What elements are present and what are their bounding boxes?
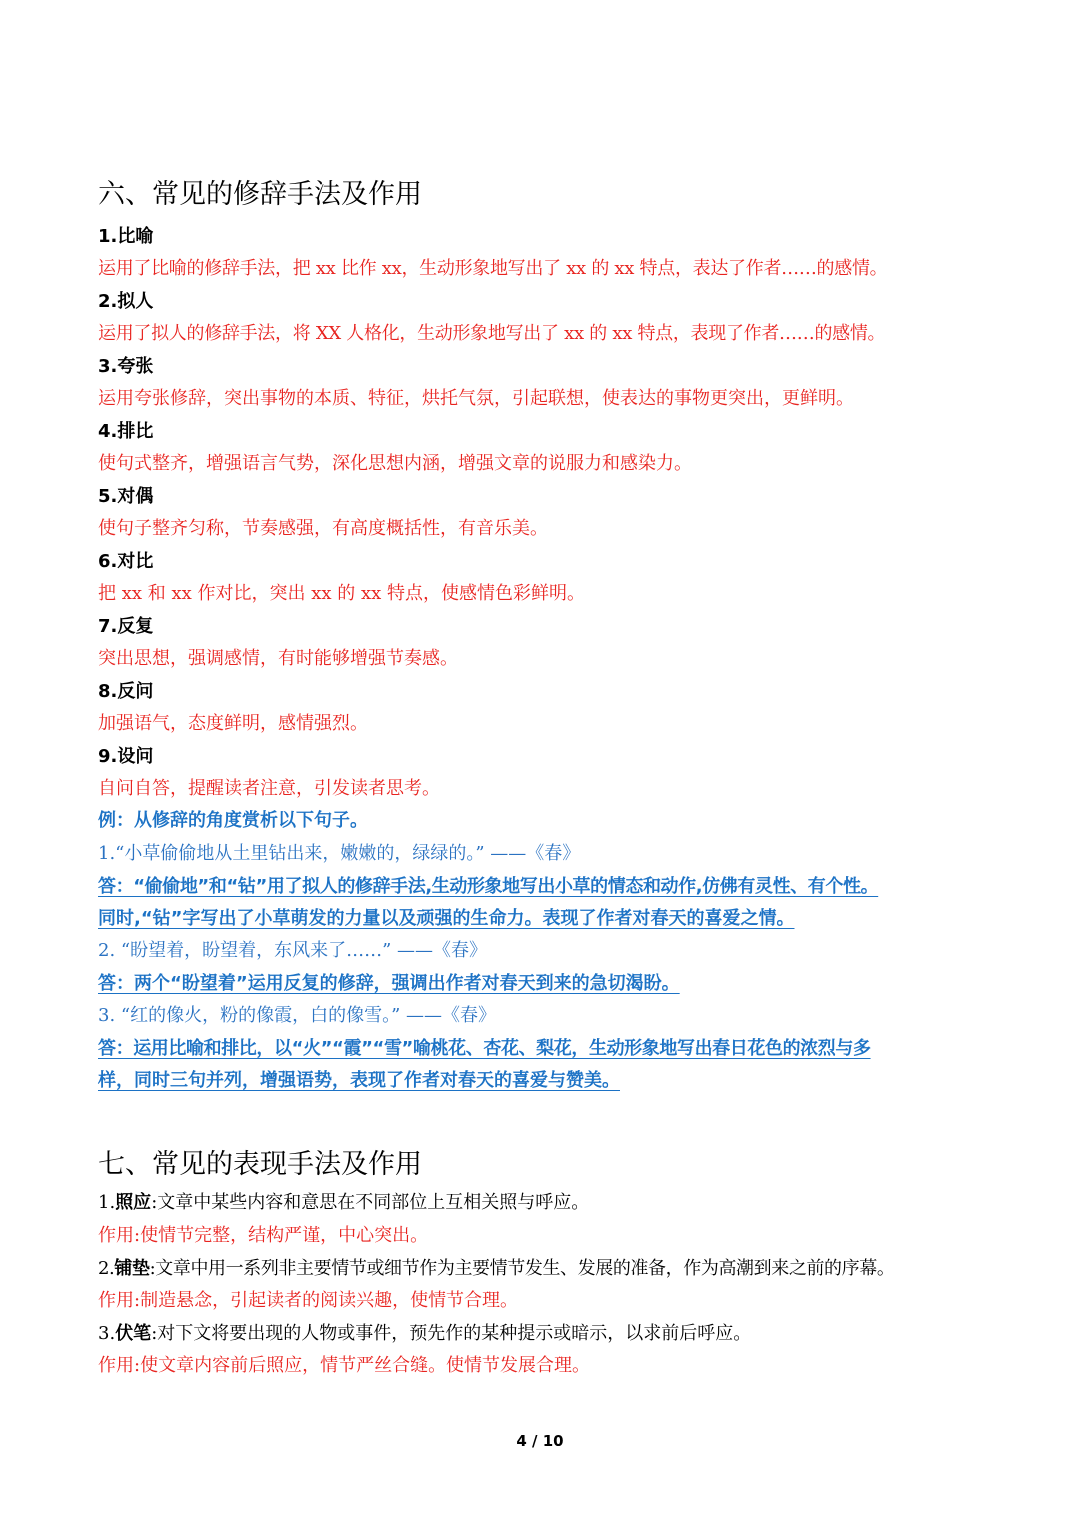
item-desc: 把 xx 和 xx 作对比，突出 xx 的 xx 特点，使感情色彩鲜明。	[98, 583, 585, 604]
example-question: 1.“小草偷偷地从土里钻出来，嫩嫩的，绿绿的。” ——《春》	[98, 843, 581, 864]
item-label: 9.设问	[98, 746, 154, 767]
item-label: 2.拟人	[98, 291, 154, 312]
technique-num: 1.	[98, 1192, 116, 1213]
item-label: 1.比喻	[98, 226, 154, 247]
example-answer: 答：运用比喻和排比，以“火”“霞”“雪”喻桃花、杏花、梨花，生动形象地写出春日花色的浓烈与多	[98, 1038, 871, 1059]
technique-effect: 作用:使文章内容前后照应，情节严丝合缝。使情节发展合理。	[98, 1355, 591, 1376]
item-desc: 使句子整齐匀称，节奏感强，有高度概括性，有音乐美。	[98, 518, 548, 539]
item-desc: 加强语气，态度鲜明，感情强烈。	[98, 713, 368, 734]
example-question: 3. “红的像火，粉的像霞，白的像雪。” ——《春》	[98, 1005, 497, 1026]
section6-title: 六、常见的修辞手法及作用	[98, 179, 422, 210]
technique-item	[98, 1321, 751, 1347]
technique-desc: :文章中用一系列非主要情节或细节作为主要情节发生、发展的准备，作为高潮到来之前的序幕。	[149, 1258, 895, 1279]
technique-term: 照应	[115, 1192, 152, 1213]
example-answer: 样，同时三句并列，增强语势，表现了作者对春天的喜爱与赞美。	[98, 1070, 620, 1091]
example-answer: 答：“偷偷地”和“钻”用了拟人的修辞手法,生动形象地写出小草的情态和动作,仿佛有灵性、有个性。	[98, 876, 879, 897]
item-label: 7.反复	[98, 616, 154, 637]
item-label: 8.反问	[98, 681, 154, 702]
technique-desc: :对下文将要出现的人物或事件，预先作的某种提示或暗示，以求前后呼应。	[151, 1323, 752, 1344]
item-desc: 运用夸张修辞，突出事物的本质、特征，烘托气氛，引起联想，使表达的事物更突出，更鲜明。	[98, 388, 854, 409]
example-answer: 答：两个“盼望着”运用反复的修辞，强调出作者对春天到来的急切渴盼。	[98, 973, 680, 994]
item-label: 5.对偶	[98, 486, 154, 507]
example-question: 2. “盼望着，盼望着，东风来了……” ——《春》	[98, 940, 488, 961]
technique-desc: :文章中某些内容和意思在不同部位上互相关照与呼应。	[151, 1192, 590, 1213]
technique-effect: 作用:使情节完整，结构严谨，中心突出。	[98, 1225, 429, 1246]
technique-item	[98, 1256, 894, 1282]
example-answer: 同时,“钻”字写出了小草萌发的力量以及顽强的生命力。表现了作者对春天的喜爱之情。	[98, 908, 795, 929]
item-desc: 运用了比喻的修辞手法，把 xx 比作 xx，生动形象地写出了 xx 的 xx 特点，表达了作者……的感情。	[98, 258, 888, 279]
item-label: 4.排比	[98, 421, 154, 442]
technique-term: 伏笔	[115, 1323, 152, 1344]
technique-effect: 作用:制造悬念，引起读者的阅读兴趣，使情节合理。	[98, 1290, 519, 1311]
page-number: 4 / 10	[516, 1432, 564, 1450]
technique-num: 2.	[98, 1258, 115, 1279]
item-desc: 运用了拟人的修辞手法，将 XX 人格化，生动形象地写出了 xx 的 xx 特点，表现了作者……的感情。	[98, 323, 886, 344]
technique-num: 3.	[98, 1323, 116, 1344]
technique-term: 铺垫	[114, 1258, 150, 1279]
item-desc: 自问自答，提醒读者注意，引发读者思考。	[98, 778, 440, 799]
example-title: 例：从修辞的角度赏析以下句子。	[98, 810, 368, 831]
item-desc: 使句式整齐，增强语言气势，深化思想内涵，增强文章的说服力和感染力。	[98, 453, 692, 474]
item-label: 3.夸张	[98, 356, 154, 377]
item-desc: 突出思想，强调感情，有时能够增强节奏感。	[98, 648, 458, 669]
item-label: 6.对比	[98, 551, 154, 572]
section7-title: 七、常见的表现手法及作用	[98, 1149, 422, 1180]
technique-item	[98, 1190, 589, 1216]
